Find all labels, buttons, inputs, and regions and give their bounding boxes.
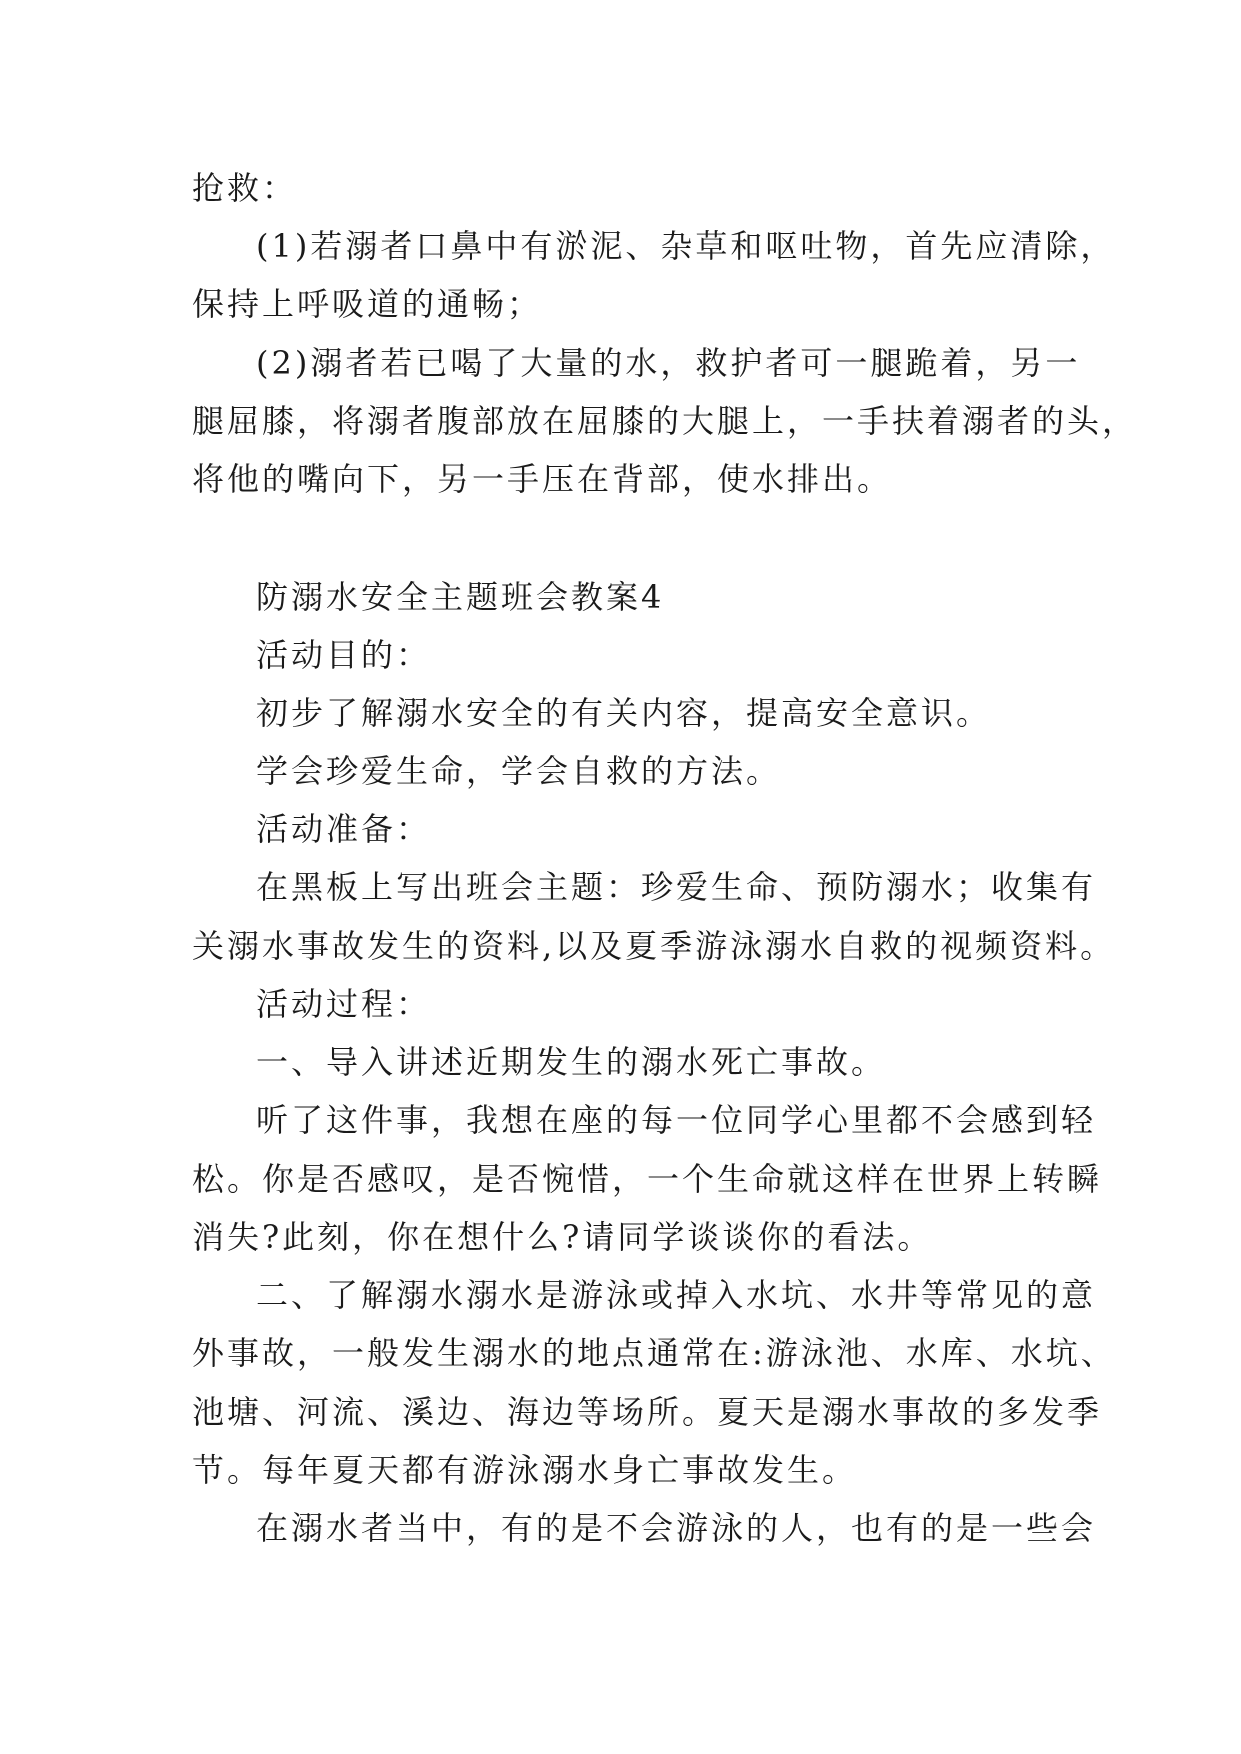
text-line: 关溺水事故发生的资料,以及夏季游泳溺水自救的视频资料。 <box>192 927 1116 965</box>
text-line: 节。每年夏天都有游泳溺水身亡事故发生。 <box>192 1451 858 1489</box>
text-line: 松。你是否感叹，是否惋惜，一个生命就这样在世界上转瞬 <box>192 1160 1103 1198</box>
text-line: 活动过程： <box>256 985 432 1023</box>
text-line: 听了这件事，我想在座的每一位同学心里都不会感到轻 <box>256 1101 1097 1139</box>
text-line: 在黑板上写出班会主题：珍爱生命、预防溺水；收集有 <box>256 868 1097 906</box>
text-line: 活动准备： <box>256 810 432 848</box>
text-line: 外事故，一般发生溺水的地点通常在:游泳池、水库、水坑、 <box>192 1334 1116 1372</box>
text-line: 池塘、河流、溪边、海边等场所。夏天是溺水事故的多发季 <box>192 1393 1103 1431</box>
text-line: 腿屈膝，将溺者腹部放在屈膝的大腿上，一手扶着溺者的头， <box>192 402 1138 440</box>
section-title: 防溺水安全主题班会教案4 <box>256 578 665 616</box>
text-line: 二、了解溺水溺水是游泳或掉入水坑、水井等常见的意 <box>256 1276 1097 1314</box>
text-line: 学会珍爱生命，学会自救的方法。 <box>256 752 782 790</box>
text-line: 消失?此刻，你在想什么?请同学谈谈你的看法。 <box>192 1218 933 1256</box>
text-line: 抢救： <box>192 169 298 207</box>
text-line: (2)溺者若已喝了大量的水，救护者可一腿跪着，另一 <box>256 344 1081 382</box>
text-line: 在溺水者当中，有的是不会游泳的人，也有的是一些会 <box>256 1509 1097 1547</box>
text-line: 将他的嘴向下，另一手压在背部，使水排出。 <box>192 460 893 498</box>
text-line: 初步了解溺水安全的有关内容，提高安全意识。 <box>256 694 992 732</box>
text-line: (1)若溺者口鼻中有淤泥、杂草和呕吐物，首先应清除， <box>256 227 1116 265</box>
text-line: 一、导入讲述近期发生的溺水死亡事故。 <box>256 1043 887 1081</box>
text-line: 活动目的： <box>256 636 432 674</box>
text-line: 保持上呼吸道的通畅； <box>192 285 543 323</box>
